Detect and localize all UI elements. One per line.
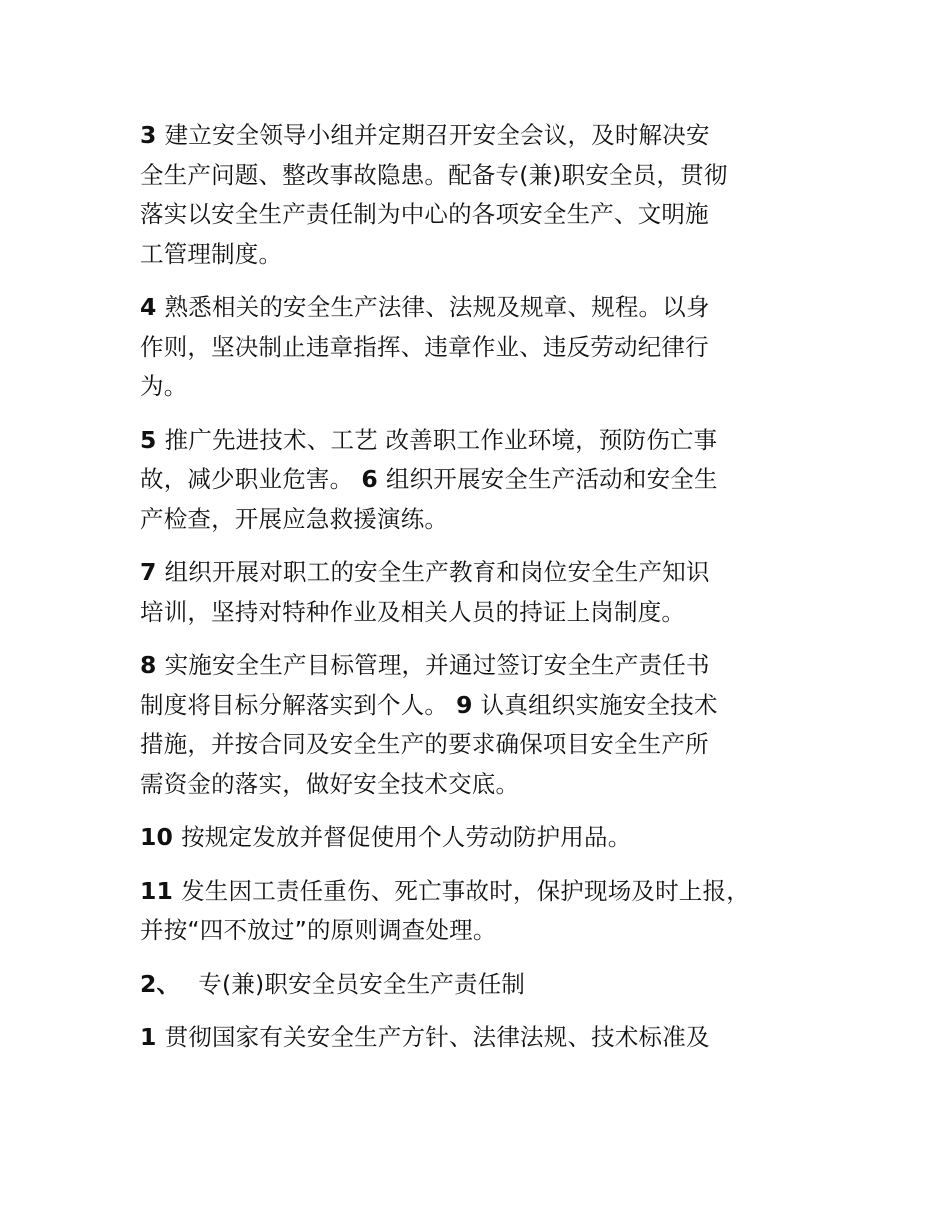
clause-number: 11 — [140, 876, 174, 905]
clause-line — [140, 156, 840, 196]
clause-4 — [140, 288, 840, 407]
clause-line — [140, 500, 840, 540]
clause-line — [140, 288, 840, 328]
clause-text: 作则，坚决制止违章指挥、违章作业、违反劳动纪律行 — [140, 332, 709, 361]
clause-text: 为。 — [140, 372, 188, 400]
clause-line — [140, 195, 840, 235]
clause-8 — [140, 646, 840, 804]
clause-line — [140, 1018, 840, 1058]
clause-text: 制度将目标分解落实到个人。 — [140, 690, 449, 719]
clause-number: 3 — [140, 121, 157, 149]
clause-text: 并按“四不放过”的原则调查处理。 — [140, 916, 497, 944]
heading-line — [140, 965, 840, 1005]
clause-text: 培训，坚持对特种作业及相关人员的持证上岗制度。 — [140, 597, 686, 626]
clause-line — [140, 235, 840, 275]
clause-number: 5 — [140, 425, 157, 454]
clause-text: 实施安全生产目标管理，并通过签订安全生产责任书 — [164, 651, 710, 679]
clause-text: 需资金的落实，做好安全技术交底。 — [140, 769, 520, 798]
clause-10 — [140, 818, 840, 858]
clause-text: 发生因工责任重伤、死亡事故时，保护现场及时上报， — [181, 876, 750, 905]
clause-text: 全生产问题、整改事故隐患。配备专(兼)职安全员，贯彻 — [140, 160, 728, 189]
clause-11 — [140, 872, 840, 951]
clause-line — [140, 460, 840, 500]
clause-line — [140, 911, 840, 951]
clause-number: 7 — [140, 558, 157, 586]
clause-text: 措施，并按合同及安全生产的要求确保项目安全生产所 — [140, 730, 709, 758]
document-body — [140, 116, 840, 1072]
clause-number: 8 — [140, 651, 157, 679]
clause-text: 组织开展安全生产活动和安全生 — [385, 465, 718, 493]
clause-line — [140, 686, 840, 726]
clause-text: 产检查，开展应急救援演练。 — [140, 504, 449, 533]
clause-text: 落实以安全生产责任制为中心的各项安全生产、文明施 — [140, 200, 709, 228]
clause-text: 贯彻国家有关安全生产方针、法律法规、技术标准及 — [164, 1023, 710, 1051]
section-number: 2、 — [140, 969, 181, 998]
clause-line — [140, 553, 840, 593]
clause-line — [140, 872, 840, 912]
section-heading — [140, 965, 840, 1005]
clause-text: 建立安全领导小组并定期召开安全会议，及时解决安 — [164, 121, 710, 149]
clause-text: 故，减少职业危害。 — [140, 465, 354, 493]
clause-1 — [140, 1018, 840, 1058]
clause-line — [140, 116, 840, 156]
clause-text: 推广先进技术、工艺 改善职工作业环境，预防伤亡事 — [164, 425, 718, 454]
clause-line — [140, 818, 840, 858]
clause-text: 认真组织实施安全技术 — [480, 690, 718, 719]
clause-number-6: 6 — [361, 465, 378, 493]
clause-line — [140, 765, 840, 805]
clause-line — [140, 725, 840, 765]
clause-line — [140, 328, 840, 368]
clause-7 — [140, 553, 840, 632]
clause-number: 10 — [140, 823, 174, 851]
clause-line — [140, 646, 840, 686]
clause-number-9: 9 — [456, 690, 473, 719]
clause-5 — [140, 421, 840, 540]
clause-text: 熟悉相关的安全生产法律、法规及规章、规程。以身 — [164, 293, 710, 321]
clause-number: 1 — [140, 1023, 157, 1051]
clause-line — [140, 367, 840, 407]
clause-line — [140, 421, 840, 461]
clause-number: 4 — [140, 293, 157, 321]
clause-line — [140, 593, 840, 633]
section-title: 专(兼)职安全员安全生产责任制 — [198, 969, 526, 998]
clause-text: 按规定发放并督促使用个人劳动防护用品。 — [181, 823, 632, 851]
clause-text: 组织开展对职工的安全生产教育和岗位安全生产知识 — [164, 558, 710, 586]
clause-3 — [140, 116, 840, 274]
clause-text: 工管理制度。 — [140, 239, 283, 268]
